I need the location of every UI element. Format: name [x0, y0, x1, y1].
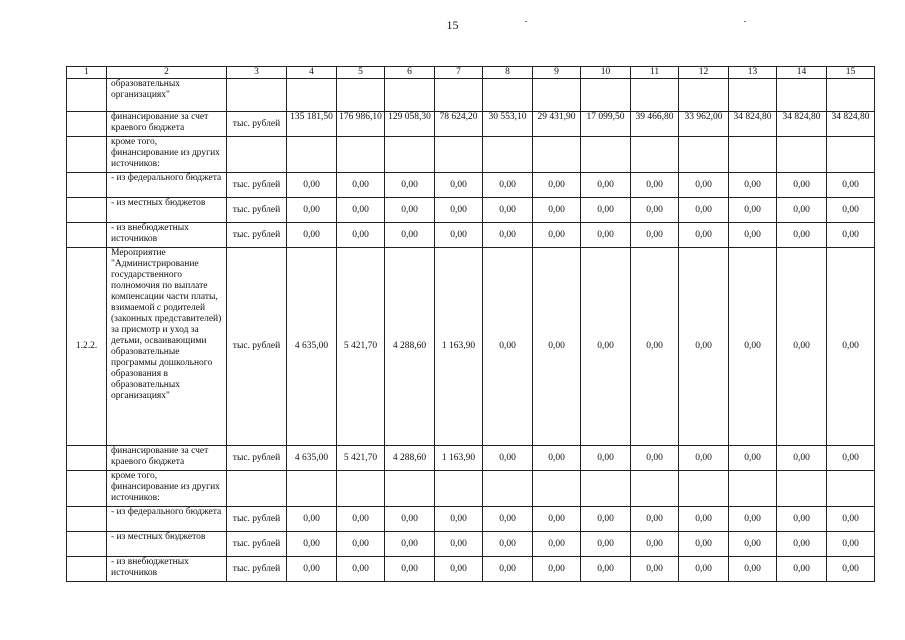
value-cell: 5 421,70 [337, 248, 385, 446]
item-number-cell [67, 198, 107, 223]
value-cell: 0,00 [287, 223, 337, 248]
value-cell [533, 137, 581, 173]
item-number-cell [67, 137, 107, 173]
value-cell: 34 824,80 [729, 112, 777, 137]
value-cell [679, 137, 729, 173]
value-cell: 0,00 [483, 198, 533, 223]
value-cell: 1 163,90 [435, 248, 483, 446]
value-cell: 0,00 [729, 173, 777, 198]
value-cell: 0,00 [729, 557, 777, 582]
value-cell [337, 471, 385, 507]
value-cell [337, 137, 385, 173]
unit-cell: тыс. рублей [227, 173, 287, 198]
unit-cell: тыс. рублей [227, 557, 287, 582]
value-cell [435, 137, 483, 173]
value-cell: 0,00 [483, 507, 533, 532]
value-cell: 0,00 [679, 557, 729, 582]
table-row [67, 223, 875, 248]
value-cell: 0,00 [827, 198, 875, 223]
value-cell [337, 79, 385, 112]
column-number-header: 9 [533, 67, 581, 79]
value-cell: 0,00 [533, 198, 581, 223]
value-cell: 0,00 [337, 532, 385, 557]
description-cell: - из федерального бюджета [107, 507, 227, 532]
value-cell: 0,00 [827, 507, 875, 532]
value-cell: 0,00 [631, 173, 679, 198]
value-cell: 34 824,80 [827, 112, 875, 137]
value-cell: 4 288,60 [385, 248, 435, 446]
value-cell [581, 471, 631, 507]
value-cell: 0,00 [287, 198, 337, 223]
value-cell: 0,00 [679, 223, 729, 248]
item-number-cell [67, 446, 107, 471]
description-cell: - из внебюджетных источников [107, 223, 227, 248]
item-number-cell [67, 112, 107, 137]
column-number-header: 10 [581, 67, 631, 79]
value-cell: 0,00 [385, 223, 435, 248]
column-number-header: 6 [385, 67, 435, 79]
value-cell: 0,00 [777, 248, 827, 446]
description-cell: образовательных организациях" [107, 79, 227, 112]
table-row [67, 557, 875, 582]
value-cell: 0,00 [435, 223, 483, 248]
page-number: 15 [446, 18, 459, 32]
value-cell [435, 79, 483, 112]
unit-cell: тыс. рублей [227, 446, 287, 471]
value-cell: 0,00 [827, 223, 875, 248]
value-cell: 0,00 [337, 173, 385, 198]
value-cell [385, 137, 435, 173]
value-cell [287, 79, 337, 112]
unit-cell [227, 79, 287, 112]
value-cell: 0,00 [631, 557, 679, 582]
value-cell [777, 471, 827, 507]
column-number-header: 15 [827, 67, 875, 79]
value-cell [631, 79, 679, 112]
value-cell: 0,00 [777, 446, 827, 471]
value-cell: 0,00 [533, 557, 581, 582]
value-cell: 4 288,60 [385, 446, 435, 471]
value-cell: 0,00 [679, 507, 729, 532]
unit-cell: тыс. рублей [227, 198, 287, 223]
description-cell: - из местных бюджетов [107, 532, 227, 557]
value-cell [385, 471, 435, 507]
header-row [67, 67, 875, 79]
value-cell [827, 79, 875, 112]
value-cell [483, 471, 533, 507]
item-number-cell [67, 507, 107, 532]
value-cell: 129 058,30 [385, 112, 435, 137]
value-cell: 0,00 [729, 248, 777, 446]
value-cell: 39 466,80 [631, 112, 679, 137]
value-cell: 0,00 [679, 198, 729, 223]
column-number-header: 14 [777, 67, 827, 79]
value-cell [729, 471, 777, 507]
description-cell: Мероприятие "Администрирование государственного полномочия по выплате компенсации части платы, взимаемой с родителей (законных представителей) за присмотр и уход за детьми, осваивающими образовательные программы дошкольного образования в образовательных организациях" [107, 248, 227, 446]
column-number-header: 7 [435, 67, 483, 79]
value-cell [777, 79, 827, 112]
value-cell: 4 635,00 [287, 446, 337, 471]
value-cell [533, 471, 581, 507]
value-cell: 0,00 [631, 248, 679, 446]
value-cell: 0,00 [777, 223, 827, 248]
value-cell: 0,00 [533, 248, 581, 446]
table-row [67, 471, 875, 507]
value-cell: 0,00 [287, 532, 337, 557]
description-cell: финансирование за счет краевого бюджета [107, 446, 227, 471]
value-cell: 0,00 [337, 507, 385, 532]
value-cell: 0,00 [435, 557, 483, 582]
value-cell: 0,00 [827, 446, 875, 471]
value-cell [631, 137, 679, 173]
value-cell [581, 79, 631, 112]
value-cell: 0,00 [533, 446, 581, 471]
value-cell: 34 824,80 [777, 112, 827, 137]
column-number-header: 11 [631, 67, 679, 79]
unit-cell: тыс. рублей [227, 248, 287, 446]
value-cell: 0,00 [581, 173, 631, 198]
value-cell: 0,00 [385, 173, 435, 198]
item-number-cell [67, 173, 107, 198]
value-cell [827, 137, 875, 173]
value-cell: 0,00 [729, 223, 777, 248]
table-row [67, 198, 875, 223]
value-cell: 0,00 [679, 248, 729, 446]
value-cell: 0,00 [385, 532, 435, 557]
value-cell: 29 431,90 [533, 112, 581, 137]
value-cell: 0,00 [435, 198, 483, 223]
value-cell: 0,00 [729, 198, 777, 223]
value-cell: 0,00 [385, 198, 435, 223]
column-number-header: 3 [227, 67, 287, 79]
table-row [67, 446, 875, 471]
value-cell [631, 471, 679, 507]
value-cell: 0,00 [581, 557, 631, 582]
value-cell: 0,00 [533, 173, 581, 198]
value-cell: 0,00 [679, 532, 729, 557]
value-cell: 0,00 [435, 507, 483, 532]
value-cell: 0,00 [337, 557, 385, 582]
value-cell [483, 137, 533, 173]
table-row [67, 532, 875, 557]
value-cell: 0,00 [483, 173, 533, 198]
value-cell [777, 137, 827, 173]
value-cell [287, 137, 337, 173]
value-cell: 0,00 [581, 248, 631, 446]
budget-table [66, 66, 875, 582]
value-cell: 17 099,50 [581, 112, 631, 137]
value-cell: 0,00 [581, 507, 631, 532]
value-cell: 0,00 [483, 532, 533, 557]
column-number-header: 12 [679, 67, 729, 79]
unit-cell: тыс. рублей [227, 112, 287, 137]
value-cell: 0,00 [581, 223, 631, 248]
column-number-header: 5 [337, 67, 385, 79]
table-row [67, 112, 875, 137]
item-number-cell: 1.2.2. [67, 248, 107, 446]
item-number-cell [67, 532, 107, 557]
value-cell: 0,00 [631, 198, 679, 223]
value-cell [581, 137, 631, 173]
value-cell: 0,00 [435, 173, 483, 198]
value-cell: 30 553,10 [483, 112, 533, 137]
value-cell: 0,00 [777, 198, 827, 223]
value-cell: 0,00 [729, 446, 777, 471]
value-cell: 0,00 [777, 173, 827, 198]
value-cell [729, 137, 777, 173]
value-cell: 0,00 [385, 507, 435, 532]
unit-cell: тыс. рублей [227, 532, 287, 557]
table-row [67, 507, 875, 532]
description-cell: - из федерального бюджета [107, 173, 227, 198]
value-cell: 1 163,90 [435, 446, 483, 471]
value-cell: 0,00 [679, 173, 729, 198]
value-cell: 0,00 [533, 507, 581, 532]
value-cell: 0,00 [483, 223, 533, 248]
value-cell: 176 986,10 [337, 112, 385, 137]
value-cell: 0,00 [827, 557, 875, 582]
unit-cell [227, 137, 287, 173]
value-cell: 0,00 [631, 446, 679, 471]
value-cell: 0,00 [777, 507, 827, 532]
table-row [67, 248, 875, 446]
value-cell: 0,00 [827, 248, 875, 446]
unit-cell: тыс. рублей [227, 507, 287, 532]
description-cell: кроме того, финансирование из других источников: [107, 471, 227, 507]
value-cell: 0,00 [483, 248, 533, 446]
value-cell: 135 181,50 [287, 112, 337, 137]
table-row [67, 137, 875, 173]
value-cell: 0,00 [581, 198, 631, 223]
value-cell: 0,00 [385, 557, 435, 582]
column-number-header: 8 [483, 67, 533, 79]
value-cell: 0,00 [533, 532, 581, 557]
value-cell: 0,00 [483, 557, 533, 582]
scan-speck [525, 21, 527, 22]
value-cell [827, 471, 875, 507]
table-row [67, 79, 875, 112]
value-cell [679, 471, 729, 507]
description-cell: - из местных бюджетов [107, 198, 227, 223]
unit-cell [227, 471, 287, 507]
column-number-header: 4 [287, 67, 337, 79]
value-cell: 0,00 [777, 532, 827, 557]
value-cell: 0,00 [827, 173, 875, 198]
value-cell: 0,00 [777, 557, 827, 582]
value-cell: 0,00 [729, 532, 777, 557]
value-cell [729, 79, 777, 112]
value-cell: 0,00 [337, 198, 385, 223]
value-cell: 33 962,00 [679, 112, 729, 137]
description-cell: финансирование за счет краевого бюджета [107, 112, 227, 137]
value-cell: 78 624,20 [435, 112, 483, 137]
scan-speck [744, 21, 746, 22]
value-cell: 0,00 [581, 532, 631, 557]
value-cell [385, 79, 435, 112]
item-number-cell [67, 557, 107, 582]
column-number-header: 1 [67, 67, 107, 79]
item-number-cell [67, 223, 107, 248]
value-cell: 0,00 [827, 532, 875, 557]
item-number-cell [67, 79, 107, 112]
unit-cell: тыс. рублей [227, 223, 287, 248]
description-cell: - из внебюджетных источников [107, 557, 227, 582]
value-cell [483, 79, 533, 112]
column-number-header: 2 [107, 67, 227, 79]
description-cell: кроме того, финансирование из других источников: [107, 137, 227, 173]
value-cell: 0,00 [729, 507, 777, 532]
value-cell: 0,00 [483, 446, 533, 471]
value-cell: 4 635,00 [287, 248, 337, 446]
value-cell: 0,00 [533, 223, 581, 248]
value-cell: 0,00 [631, 532, 679, 557]
value-cell: 0,00 [631, 507, 679, 532]
value-cell: 0,00 [581, 446, 631, 471]
value-cell: 0,00 [679, 446, 729, 471]
value-cell: 0,00 [435, 532, 483, 557]
value-cell: 0,00 [337, 223, 385, 248]
item-number-cell [67, 471, 107, 507]
value-cell [533, 79, 581, 112]
value-cell [679, 79, 729, 112]
value-cell: 0,00 [287, 507, 337, 532]
value-cell: 5 421,70 [337, 446, 385, 471]
value-cell [435, 471, 483, 507]
value-cell: 0,00 [287, 173, 337, 198]
table-row [67, 173, 875, 198]
value-cell: 0,00 [287, 557, 337, 582]
value-cell [287, 471, 337, 507]
column-number-header: 13 [729, 67, 777, 79]
value-cell: 0,00 [631, 223, 679, 248]
